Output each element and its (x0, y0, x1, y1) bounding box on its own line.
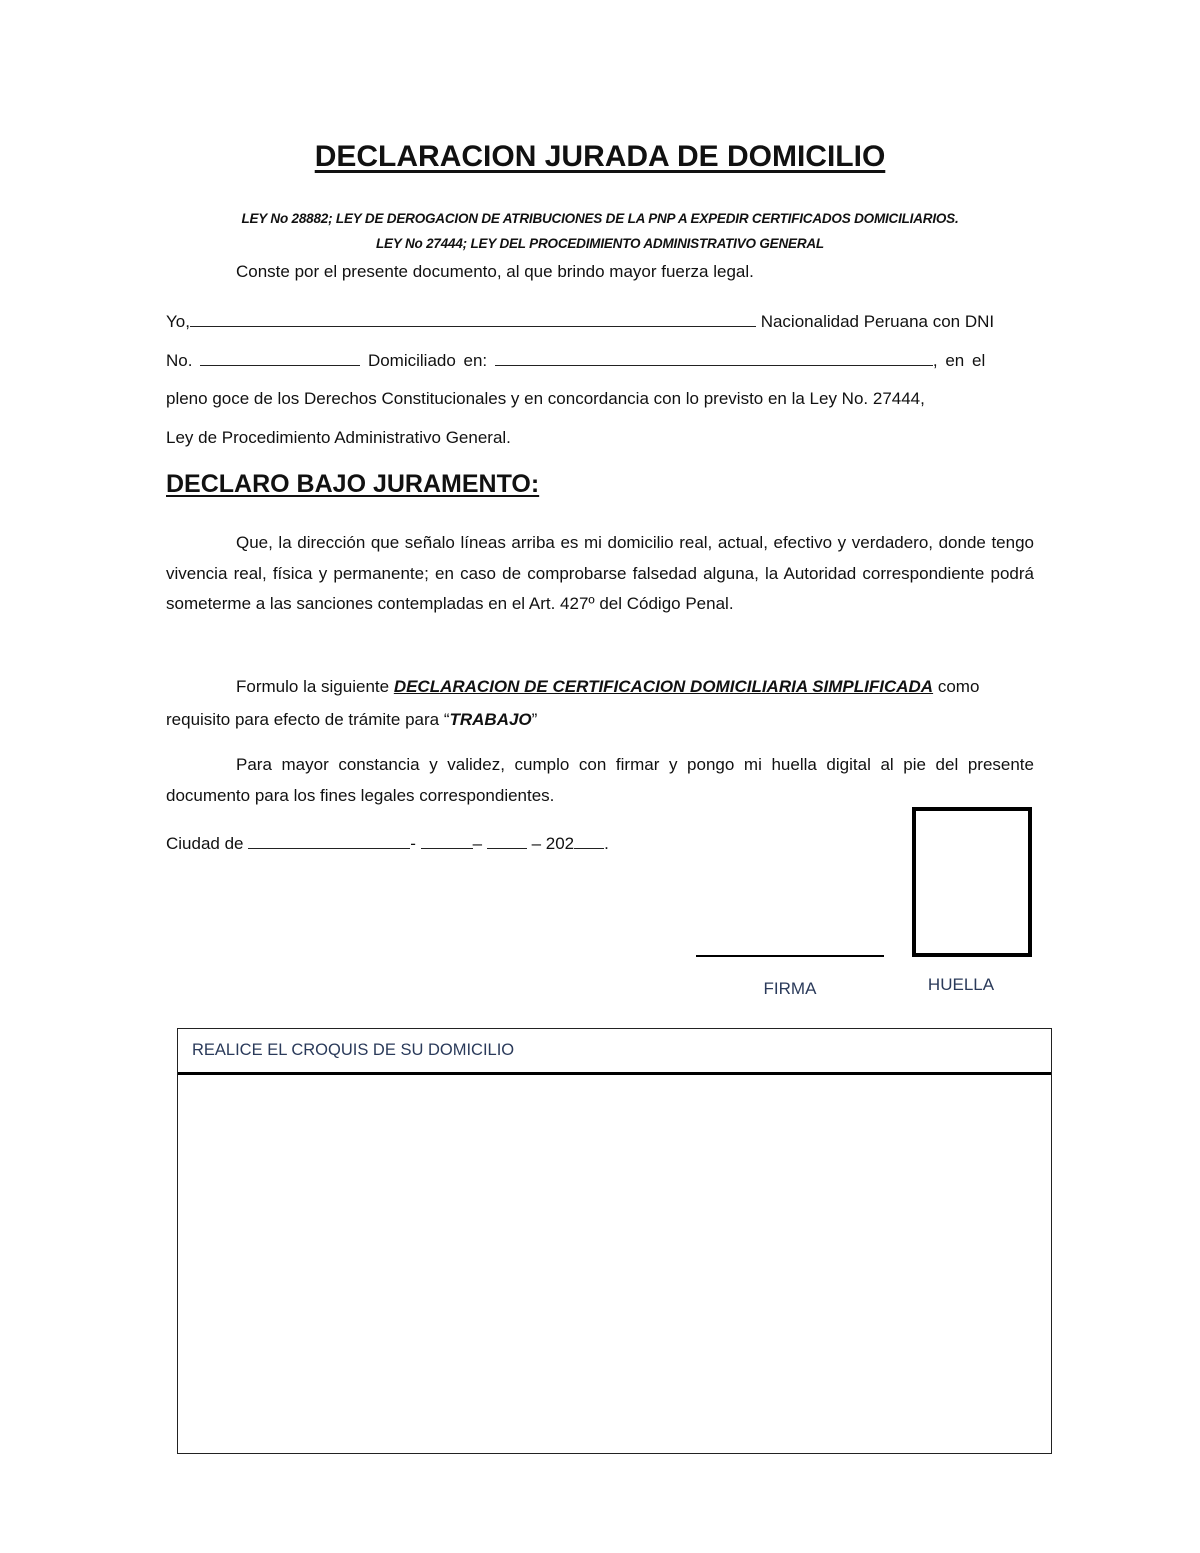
rights-line: pleno goce de los Derechos Constitucionales y en concordancia con lo previsto en la Ley No. 27444, (166, 389, 925, 408)
certification-type: DECLARACION DE CERTIFICACION DOMICILIARIA SIMPLIFICADA (393, 677, 934, 696)
dni-no-label: No. (166, 351, 193, 370)
name-line (166, 310, 1034, 332)
conste-statement: Conste por el presente documento, al que brindo mayor fuerza legal. (236, 262, 754, 281)
croquis-header (178, 1029, 1051, 1075)
signature-line[interactable] (696, 955, 884, 957)
declaro-heading: DECLARO BAJO JURAMENTO: (166, 470, 540, 498)
dni-blank[interactable] (200, 349, 360, 366)
ciudad-label: Ciudad de (166, 834, 244, 853)
yo-label: Yo, (166, 312, 190, 331)
purpose-text: TRABAJO (449, 710, 532, 729)
croquis-label: REALICE EL CROQUIS DE SU DOMICILIO (192, 1041, 515, 1059)
day-blank[interactable] (421, 832, 473, 849)
declaration-text: Que, la dirección que señalo líneas arriba es mi domicilio real, actual, efectivo y verdadero, donde tengo vivencia real, física y permanente; en caso de comprobarse falsedad alguna, la Autoridad correspondiente podrá someterme a las sanciones contempladas en el Art. 427º del Código Penal. (166, 533, 1034, 613)
law-reference-27444: LEY No 27444; LEY DEL PROCEDIMIENTO ADMINISTRATIVO GENERAL (376, 236, 824, 251)
city-blank[interactable] (248, 832, 410, 849)
certification-paragraph (166, 670, 1034, 736)
como-text: como (937, 677, 980, 696)
firma-label: FIRMA (763, 979, 817, 998)
address-blank[interactable] (495, 349, 933, 366)
year-prefix: – 202 (531, 834, 575, 853)
period: . (604, 834, 609, 853)
address-line (166, 349, 1034, 371)
law-reference-28882: LEY No 28882; LEY DE DEROGACION DE ATRIBUCIONES DE LA PNP A EXPEDIR CERTIFICADOS DOMICILIARIOS. (241, 211, 959, 226)
domiciliado-label: Domiciliado en: (367, 351, 488, 370)
croquis-box[interactable] (177, 1028, 1052, 1454)
declaration-paragraph (166, 528, 1034, 620)
month-blank[interactable] (487, 832, 527, 849)
law-name-line: Ley de Procedimiento Administrativo General. (166, 428, 511, 447)
quote-close: ” (531, 710, 538, 729)
huella-label: HUELLA (927, 975, 995, 994)
en-el-text: , en el (932, 351, 986, 370)
ciudad-line (166, 832, 1034, 854)
year-blank[interactable] (574, 832, 604, 849)
constancia-text: Para mayor constancia y validez, cumplo con firmar y pongo mi huella digital al pie del presente documento para los fines legales correspondientes. (166, 755, 1034, 805)
requisito-text: requisito para efecto de trámite para “ (166, 710, 450, 729)
name-blank[interactable] (190, 310, 756, 327)
sep-2: – (472, 834, 483, 853)
document-title: DECLARACION JURADA DE DOMICILIO (314, 140, 886, 173)
nationality-label: Nacionalidad Peruana con DNI (760, 312, 995, 331)
formulo-text: Formulo la siguiente (236, 677, 390, 696)
constancia-paragraph (166, 750, 1034, 811)
sep-1: - (410, 834, 416, 853)
fingerprint-box[interactable] (912, 807, 1032, 957)
